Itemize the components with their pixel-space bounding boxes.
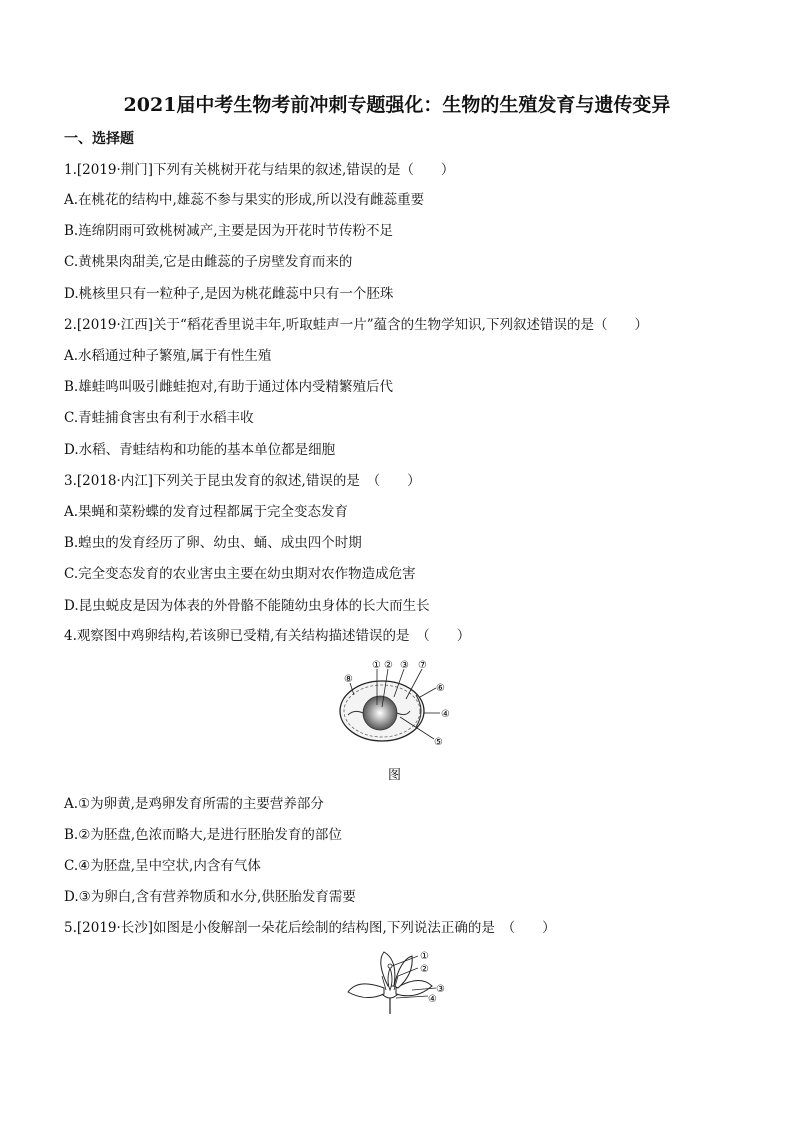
label-4: ④ (428, 994, 437, 1005)
option-d: D.水稻、青蛙结构和功能的基本单位都是细胞 (64, 442, 336, 458)
leader-line (396, 996, 428, 998)
label-8: ⑧ (344, 674, 353, 685)
label-2: ② (384, 660, 393, 671)
egg-diagram (330, 655, 470, 755)
option-a: A.果蝇和菜粉蝶的发育过程都属于完全变态发育 (64, 504, 349, 520)
option-b: B.连绵阴雨可致桃树减产,主要是因为开花时节传粉不足 (64, 223, 394, 239)
flower-diagram-svg (340, 948, 460, 1014)
label-5: ⑤ (434, 737, 443, 748)
option-a: A.水稻通过种子繁殖,属于有性生殖 (64, 348, 272, 364)
option-c: C.完全变态发育的农业害虫主要在幼虫期对农作物造成危害 (64, 566, 416, 582)
label-6: ⑥ (436, 683, 445, 694)
figure-caption: 图 (388, 768, 402, 783)
label-2: ② (420, 964, 429, 975)
label-4: ④ (441, 709, 450, 720)
option-a: A.在桃花的结构中,雄蕊不参与果实的形成,所以没有雌蕊重要 (64, 192, 425, 208)
option-d: D.昆虫蜕皮是因为体表的外骨骼不能随幼虫身体的长大而生长 (64, 598, 430, 614)
question-stem: 2.[2019·江西]关于“稻花香里说丰年,听取蛙声一片”蕴含的生物学知识,下列叙述错误的是（ ） (64, 317, 648, 333)
petal-left (348, 984, 384, 998)
section-heading: 一、选择题 (64, 131, 134, 147)
sepal (382, 994, 398, 998)
label-3: ③ (400, 660, 409, 671)
flower-diagram (340, 948, 460, 1014)
option-d: D.③为卵白,含有营养物质和水分,供胚胎发育需要 (64, 889, 356, 905)
option-c: C.青蛙捕食害虫有利于水稻丰收 (64, 410, 254, 426)
label-7: ⑦ (418, 660, 427, 671)
label-1: ① (420, 951, 429, 962)
page-title: 2021届中考生物考前冲刺专题强化：生物的生殖发育与遗传变异 (123, 94, 671, 116)
egg-diagram-svg (330, 655, 470, 755)
option-c: C.④为胚盘,呈中空状,内含有气体 (64, 858, 261, 874)
option-b: B.②为胚盘,色浓而略大,是进行胚胎发育的部位 (64, 827, 342, 843)
option-a: A.①为卵黄,是鸡卵发育所需的主要营养部分 (64, 796, 324, 812)
option-b: B.蝗虫的发育经历了卵、幼虫、蛹、成虫四个时期 (64, 535, 362, 551)
option-d: D.桃核里只有一粒种子,是因为桃花雌蕊中只有一个胚珠 (64, 286, 394, 302)
option-c: C.黄桃果肉甜美,它是由雌蕊的子房壁发育而来的 (64, 254, 353, 270)
question-stem: 4.观察图中鸡卵结构,若该卵已受精,有关结构描述错误的是 （ ） (64, 628, 471, 644)
pistil (388, 968, 392, 990)
question-stem: 1.[2019·荆门]下列有关桃树开花与结果的叙述,错误的是（ ） (64, 162, 455, 178)
question-stem: 3.[2018·内江]下列关于昆虫发育的叙述,错误的是 （ ） (64, 473, 421, 489)
leader-line (420, 688, 436, 697)
question-stem: 5.[2019·长沙]如图是小俊解剖一朵花后绘制的结构图,下列说法正确的是 （ ） (64, 920, 556, 936)
stigma (388, 964, 392, 968)
label-3: ③ (436, 984, 445, 995)
label-1: ① (372, 660, 381, 671)
yolk (363, 696, 397, 730)
option-b: B.雄蛙鸣叫吸引雌蛙抱对,有助于通过体内受精繁殖后代 (64, 379, 394, 395)
